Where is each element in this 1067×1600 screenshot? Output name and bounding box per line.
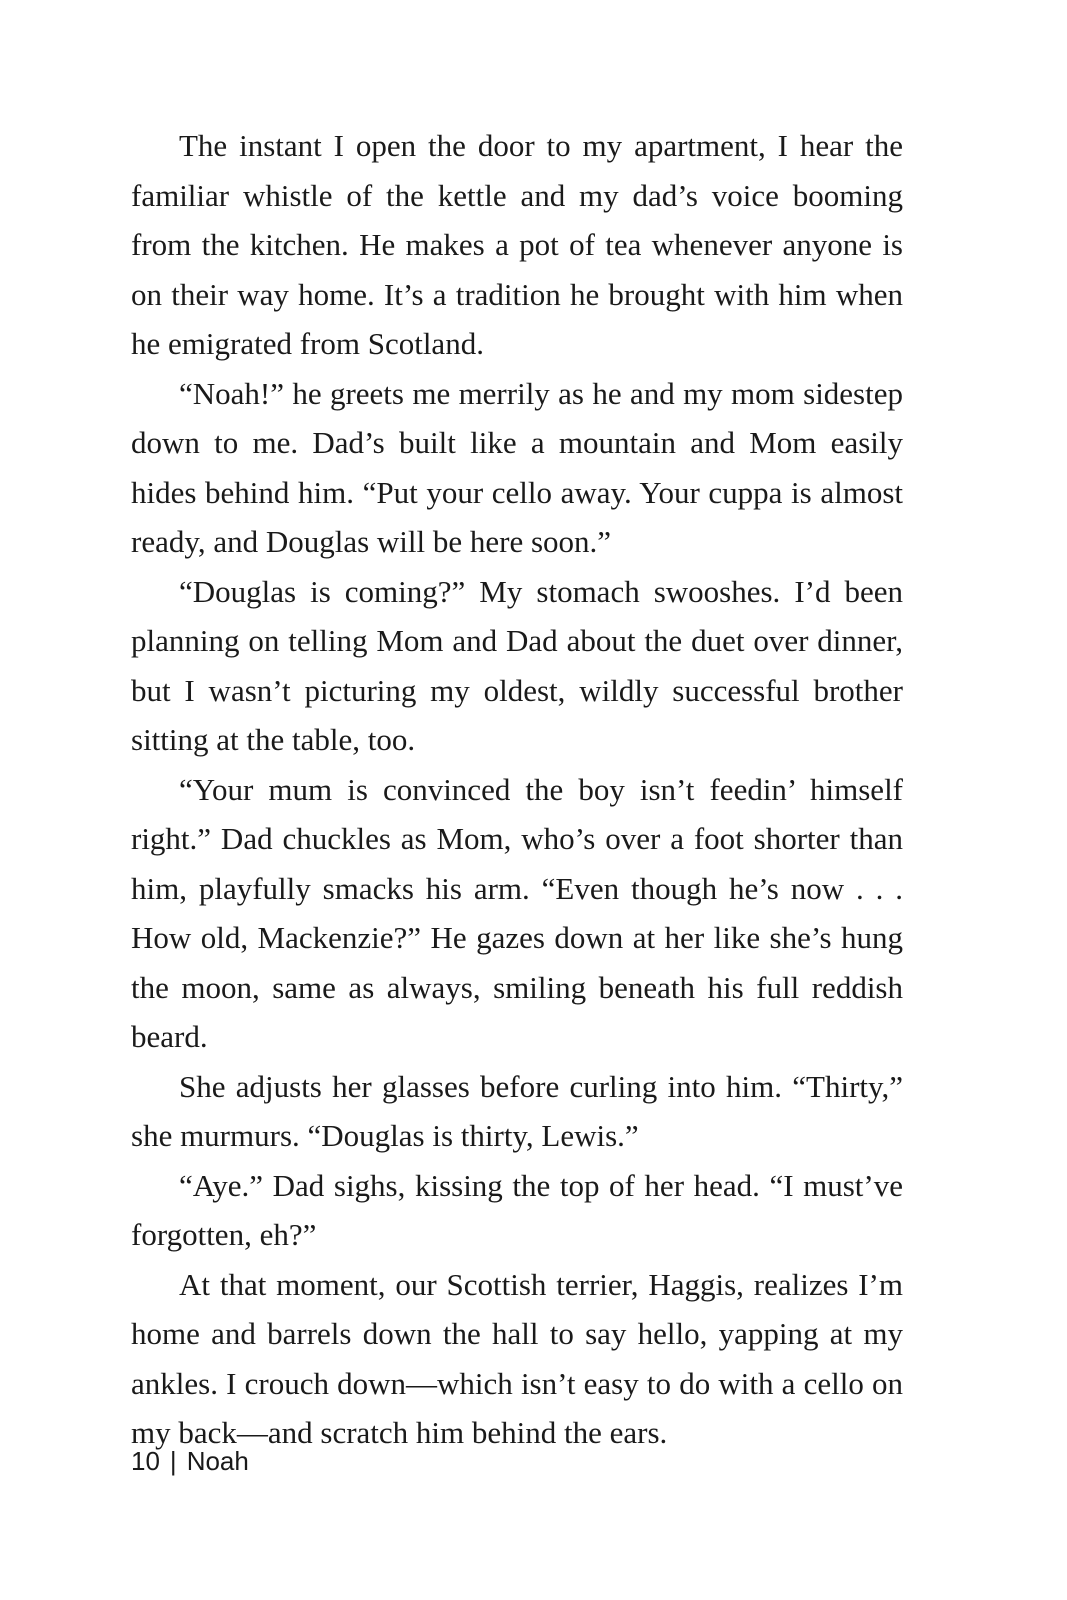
- paragraph: She adjusts her glasses before curling into him. “Thirty,” she murmurs. “Douglas is thirty, Lewis.”: [131, 1068, 903, 1153]
- paragraph: At that moment, our Scottish terrier, Haggis, realizes I’m home and barrels down the hall to say hello, yapping at my ankles. I crouch down—which isn’t easy to do with a cello on my back—and scratch him behind the ears.: [131, 1266, 903, 1450]
- body-text: [131, 121, 903, 1458]
- footer-separator: |: [169, 1446, 177, 1476]
- running-title: Noah: [186, 1446, 249, 1476]
- paragraph: “Douglas is coming?” My stomach swooshes. I’d been planning on telling Mom and Dad about the duet over dinner, but I wasn’t picturing my oldest, wildly successful brother sitting at the table, too.: [131, 573, 903, 757]
- page-footer: [131, 1441, 249, 1481]
- page-number: 10: [131, 1446, 160, 1476]
- paragraph: The instant I open the door to my apartment, I hear the familiar whistle of the kettle and my dad’s voice booming from the kitchen. He makes a pot of tea whenever anyone is on their way home. It’s a tradition he brought with him when he emigrated from Scotland.: [131, 128, 903, 361]
- paragraph: “Aye.” Dad sighs, kissing the top of her head. “I must’ve forgotten, eh?”: [131, 1167, 903, 1252]
- paragraph: “Your mum is convinced the boy isn’t feedin’ himself right.” Dad chuckles as Mom, who’s over a foot shorter than him, playfully smacks his arm. “Even though he’s now . . . How old, Mackenzie?” He gazes down at her like she’s hung the moon, same as always, smiling beneath his full reddish beard.: [131, 771, 903, 1054]
- paragraph: “Noah!” he greets me merrily as he and my mom sidestep down to me. Dad’s built like a mountain and Mom easily hides behind him. “Put your cello away. Your cuppa is almost ready, and Douglas will be here soon.”: [131, 375, 903, 559]
